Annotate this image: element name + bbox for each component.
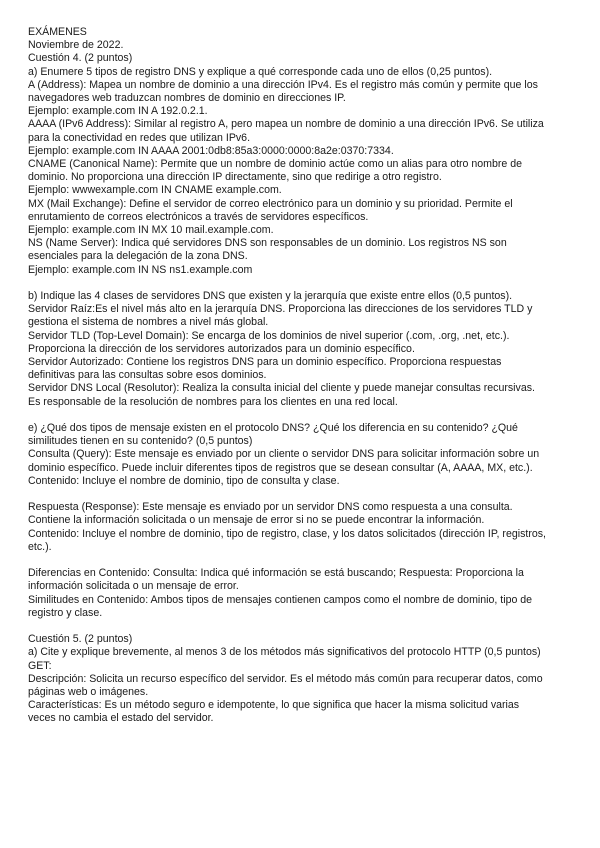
text-line: para la conectividad en redes que utilizan IPv6. xyxy=(28,131,251,144)
text-line: similitudes tienen en su contenido? (0,5 puntos) xyxy=(28,435,253,448)
q5a-answer xyxy=(28,660,580,726)
paragraph-gap xyxy=(28,620,580,633)
text-line: GET: xyxy=(28,659,52,672)
text-line: Servidor Raíz:Es el nivel más alto en la jerarquía DNS. Proporciona las direcciones de los servidores TLD y xyxy=(28,303,533,316)
q4e-query xyxy=(28,448,580,488)
text-line: gestiona el sistema de nombres a nivel más global. xyxy=(28,316,269,329)
paragraph-gap xyxy=(28,554,580,567)
text-line: e) ¿Qué dos tipos de mensaje existen en el protocolo DNS? ¿Qué los diferencia en su contenido? ¿Qué xyxy=(28,422,518,435)
text-line: Ejemplo: example.com IN A 192.0.2.1. xyxy=(28,105,208,118)
text-line: AAAA (IPv6 Address): Similar al registro A, pero mapea un nombre de dominio a una dirección IPv6. Se utiliza xyxy=(28,118,544,131)
text-line: Servidor DNS Local (Resolutor): Realiza la consulta inicial del cliente y puede manejar consultas recursivas. xyxy=(28,382,535,395)
text-line: Contiene la información solicitada o un mensaje de error si no se puede encontrar la información. xyxy=(28,514,485,527)
text-line: Características: Es un método seguro e idempotente, lo que significa que hacer la misma solicitud varias xyxy=(28,699,520,712)
text-line: enrutamiento de correos electrónicos a través de servidores específicos. xyxy=(28,210,369,223)
text-line: Diferencias en Contenido: Consulta: Indica qué información se está buscando; Respuesta: Proporciona la xyxy=(28,567,524,580)
text-line: Respuesta (Response): Este mensaje es enviado por un servidor DNS como respuesta a una consulta. xyxy=(28,501,513,514)
text-line: navegadores web traduzcan nombres de dominio en direcciones IP. xyxy=(28,92,346,105)
text-line: Ejemplo: example.com IN AAAA 2001:0db8:85a3:0000:0000:8a2e:0370:7334. xyxy=(28,144,394,157)
paragraph-gap xyxy=(28,488,580,501)
text-line: Proporciona la dirección de los servidores autorizados para un dominio específico. xyxy=(28,342,415,355)
text-line: definitivas para las consultas sobre esos dominios. xyxy=(28,369,267,382)
text-line: Consulta (Query): Este mensaje es enviado por un cliente o servidor DNS para solicitar información sobre un xyxy=(28,448,540,461)
text-line: dominio. No proporciona una dirección IP directamente, sino que redirige a otro registro. xyxy=(28,171,442,184)
text-line: Ejemplo: example.com IN MX 10 mail.example.com. xyxy=(28,224,274,237)
text-line: Ejemplo: example.com IN NS ns1.example.com xyxy=(28,263,253,276)
text-line: NS (Name Server): Indica qué servidores DNS son responsables de un dominio. Los registros NS son xyxy=(28,237,507,250)
text-line: Es responsable de la resolución de nombres para los clientes en una red local. xyxy=(28,395,398,408)
q4b-prompt: b) Indique las 4 clases de servidores DNS que existen y la jerarquía que existe entre ellos (0,5 puntos). xyxy=(28,290,513,303)
q4e-prompt xyxy=(28,422,580,448)
q5a-prompt: a) Cite y explique brevemente, al menos 3 de los métodos más significativos del protocolo HTTP (0,5 puntos) xyxy=(28,646,541,659)
text-line: CNAME (Canonical Name): Permite que un nombre de dominio actúe como un alias para otro nombre de xyxy=(28,158,523,171)
q4e-response xyxy=(28,501,580,554)
text-line: registro y clase. xyxy=(28,606,103,619)
text-line: Ejemplo: wwwexample.com IN CNAME example.com. xyxy=(28,184,282,197)
question-4-heading: Cuestión 4. (2 puntos) xyxy=(28,52,133,65)
question-5-heading: Cuestión 5. (2 puntos) xyxy=(28,633,133,646)
q4e-differences xyxy=(28,567,580,620)
text-line: Contenido: Incluye el nombre de dominio, tipo de registro, clase, y los datos solicitados (dirección IP, registros, xyxy=(28,527,546,540)
paragraph-gap xyxy=(28,277,580,290)
text-line: información solicitada o un mensaje de error. xyxy=(28,580,239,593)
text-line: páginas web o imágenes. xyxy=(28,686,149,699)
text-line: dominio específico. Puede incluir diferentes tipos de registros que se desean consultar (A, AAAA, MX, etc.). xyxy=(28,461,533,474)
text-line: Contenido: Incluye el nombre de dominio, tipo de consulta y clase. xyxy=(28,474,340,487)
text-line: Servidor Autorizado: Contiene los registros DNS para un dominio específico. Proporciona respuestas xyxy=(28,356,502,369)
text-line: veces no cambia el estado del servidor. xyxy=(28,712,214,725)
text-line: esenciales para la delegación de la zona DNS. xyxy=(28,250,248,263)
doc-title: EXÁMENES xyxy=(28,26,87,38)
text-line: MX (Mail Exchange): Define el servidor de correo electrónico para un dominio y su prioridad. Permite el xyxy=(28,197,513,210)
text-line: Descripción: Solicita un recurso específico del servidor. Es el método más común para recuperar datos, como xyxy=(28,672,543,685)
q4a-answer xyxy=(28,79,580,277)
q4a-prompt: a) Enumere 5 tipos de registro DNS y explique a qué corresponde cada uno de ellos (0,25 puntos). xyxy=(28,65,493,78)
text-line: Servidor TLD (Top-Level Domain): Se encarga de los dominios de nivel superior (.com, .org, .net, etc.). xyxy=(28,329,510,342)
text-line: Similitudes en Contenido: Ambos tipos de mensajes contienen campos como el nombre de dominio, tipo de xyxy=(28,593,533,606)
doc-date: Noviembre de 2022. xyxy=(28,39,124,52)
paragraph-gap xyxy=(28,409,580,422)
text-line: A (Address): Mapea un nombre de dominio a una dirección IPv4. Es el registro más común y permite que los xyxy=(28,78,538,91)
q4b-answer xyxy=(28,303,580,409)
text-line: etc.). xyxy=(28,540,52,553)
